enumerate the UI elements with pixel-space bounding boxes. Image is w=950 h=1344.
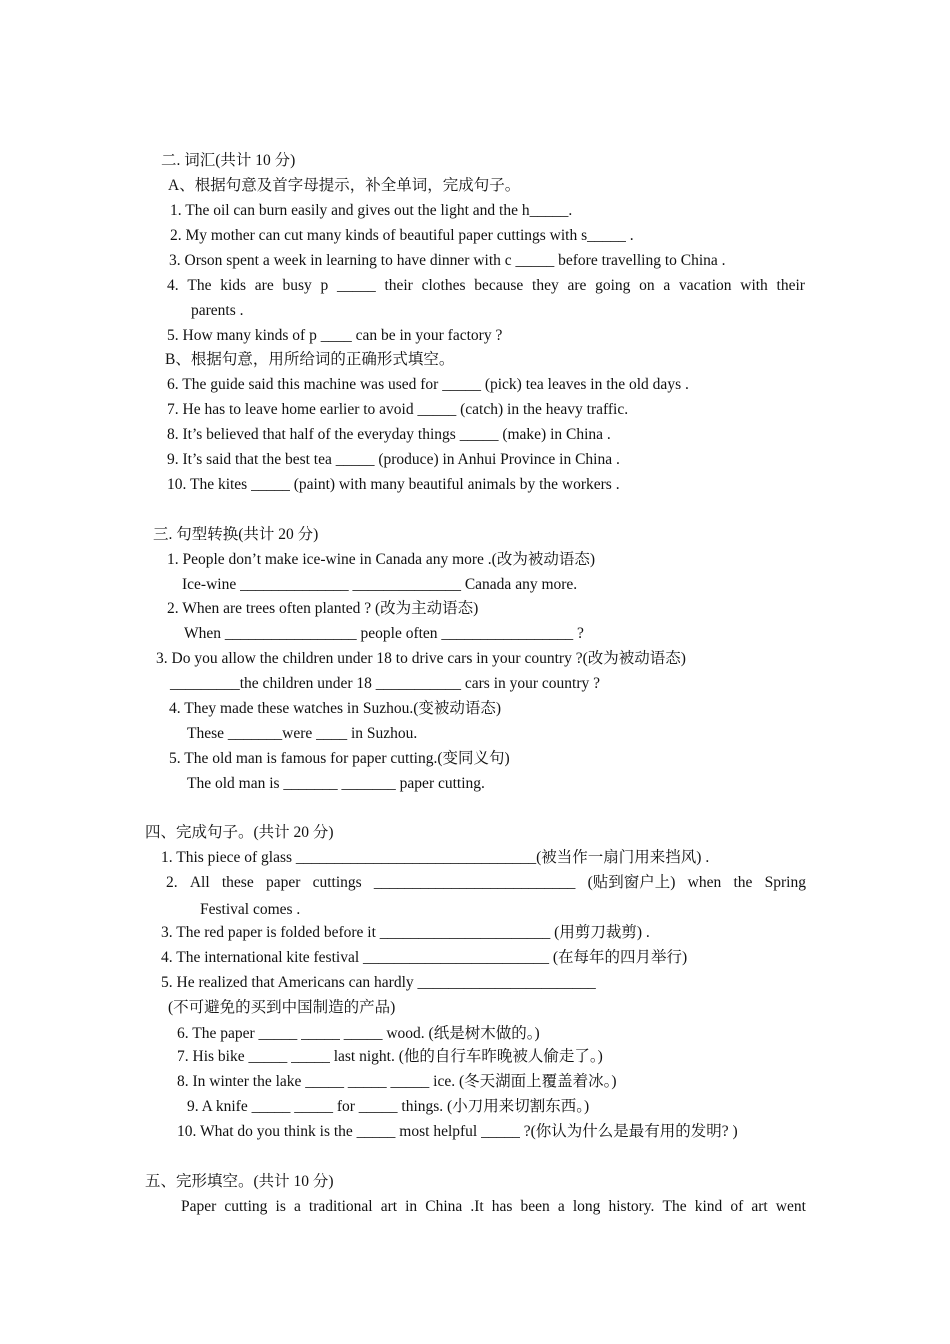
section-4-heading: 四、完成句子。(共计 20 分) xyxy=(145,824,334,841)
s4-question-2 xyxy=(166,873,806,893)
s2-q4-w5: busy xyxy=(282,277,312,294)
s4-q2-w2: All xyxy=(189,874,210,891)
s2-q4-w7: _____ xyxy=(336,277,376,294)
s3-question-5: 5. The old man is famous for paper cutting.(变同义句) xyxy=(169,750,510,767)
s4-q2-w7: (贴到窗户上) xyxy=(587,874,676,891)
s4-q2-w9: the xyxy=(733,874,753,891)
s4-question-5-note: (不可避免的买到中国制造的产品) xyxy=(168,999,396,1016)
s2-question-7: 7. He has to leave home earlier to avoid _____ (catch) in the heavy traffic. xyxy=(167,401,629,418)
s3-question-3: 3. Do you allow the children under 18 to drive cars in your country ?(改为被动语态) xyxy=(156,650,686,667)
s4-q2-w6: __________________________ xyxy=(373,874,576,891)
s4-q2-w10: Spring xyxy=(764,874,806,891)
s2-question-9: 9. It’s said that the best tea _____ (produce) in Anhui Province in China . xyxy=(167,451,620,468)
s2-q4-w11: they xyxy=(532,277,559,294)
s3-question-1: 1. People don’t make ice-wine in Canada any more .(改为被动语态) xyxy=(167,551,596,568)
s2-question-4 xyxy=(167,276,805,296)
s5-p1-w6: art xyxy=(380,1198,398,1215)
s2-question-6: 6. The guide said this machine was used for _____ (pick) tea leaves in the old days . xyxy=(167,376,689,393)
s4-question-8: 8. In winter the lake _____ _____ _____ ice. (冬天湖面上覆盖着冰。) xyxy=(177,1073,617,1090)
s5-p1-w13: long xyxy=(572,1198,601,1215)
s2-q4-w9: clothes xyxy=(421,277,466,294)
s5-p1-w19: went xyxy=(775,1198,806,1215)
s3-answer-3: _________the children under 18 ___________ cars in your country ? xyxy=(170,675,601,692)
s4-q2-w1: 2. xyxy=(166,874,178,891)
s2-question-5: 5. How many kinds of p ____ can be in your factory ? xyxy=(167,327,503,344)
s2-question-10: 10. The kites _____ (paint) with many beautiful animals by the workers . xyxy=(167,476,620,493)
s4-question-2-continued: Festival comes . xyxy=(200,901,301,918)
s5-p1-w8: China xyxy=(425,1198,463,1215)
s3-question-2: 2. When are trees often planted ? (改为主动语态) xyxy=(167,600,479,617)
section-2-heading: 二. 词汇(共计 10 分) xyxy=(161,152,296,169)
s2-q4-w18: their xyxy=(776,277,805,294)
s4-q2-w5: cuttings xyxy=(312,874,362,891)
section-5-heading: 五、完形填空。(共计 10 分) xyxy=(145,1173,334,1190)
s5-p1-w9: .It xyxy=(470,1198,484,1215)
s5-p1-w14: history. xyxy=(608,1198,655,1215)
s2-question-3: 3. Orson spent a week in learning to have dinner with c _____ before travelling to China . xyxy=(169,252,726,269)
s5-p1-w2: cutting xyxy=(224,1198,268,1215)
s4-q2-w8: when xyxy=(687,874,722,891)
s5-p1-w7: in xyxy=(405,1198,418,1215)
s2-q4-w2: The xyxy=(187,277,212,294)
s2-question-2: 2. My mother can cut many kinds of beautiful paper cuttings with s_____ . xyxy=(170,227,634,244)
s2-q4-w6: p xyxy=(320,277,329,294)
s2-question-4-continued: parents . xyxy=(191,302,244,319)
s3-answer-2: When _________________ people often _________________ ? xyxy=(184,625,584,642)
s2-q4-w12: are xyxy=(567,277,587,294)
s5-p1-w5: traditional xyxy=(308,1198,373,1215)
s4-q2-w4: paper xyxy=(265,874,301,891)
s2-q4-w13: going xyxy=(595,277,631,294)
s2-q4-w10: because xyxy=(474,277,524,294)
s4-q2-w3: these xyxy=(221,874,254,891)
s3-answer-5: The old man is _______ _______ paper cutting. xyxy=(187,775,485,792)
s5-p1-w1: Paper xyxy=(181,1198,217,1215)
s4-question-10: 10. What do you think is the _____ most helpful _____ ?(你认为什么是最有用的发明? ) xyxy=(177,1123,738,1140)
s4-question-4: 4. The international kite festival ________________________ (在每年的四月举行) xyxy=(161,949,688,966)
s2-question-1: 1. The oil can burn easily and gives out the light and the h_____. xyxy=(170,202,573,219)
s5-p1-w12: a xyxy=(557,1198,565,1215)
section-2-part-a-instruction: A、根据句意及首字母提示，补全单词，完成句子。 xyxy=(168,177,521,194)
s3-answer-4: These _______were ____ in Suzhou. xyxy=(187,725,418,742)
s4-question-9: 9. A knife _____ _____ for _____ things. (小刀用来切割东西。) xyxy=(187,1098,590,1115)
s4-question-7: 7. His bike _____ _____ last night. (他的自行车昨晚被人偷走了。) xyxy=(177,1048,603,1065)
s2-q4-w16: vacation xyxy=(679,277,732,294)
s5-p1-w10: has xyxy=(491,1198,513,1215)
s2-q4-w17: with xyxy=(740,277,768,294)
s5-p1-w18: art xyxy=(751,1198,768,1215)
s5-p1-w15: The xyxy=(662,1198,687,1215)
s5-p1-w11: been xyxy=(520,1198,550,1215)
section-2-part-b-instruction: B、根据句意，用所给词的正确形式填空。 xyxy=(165,351,455,368)
s5-p1-w16: kind xyxy=(694,1198,723,1215)
s4-question-6: 6. The paper _____ _____ _____ wood. (纸是树木做的。) xyxy=(177,1025,540,1042)
s4-question-5: 5. He realized that Americans can hardly _______________________ xyxy=(161,974,596,991)
s2-q4-w4: are xyxy=(254,277,274,294)
s2-q4-w1: 4. xyxy=(167,277,179,294)
s2-q4-w15: a xyxy=(663,277,671,294)
section-3-heading: 三. 句型转换(共计 20 分) xyxy=(153,526,319,543)
s2-question-8: 8. It’s believed that half of the everyday things _____ (make) in China . xyxy=(167,426,611,443)
s2-q4-w3: kids xyxy=(220,277,247,294)
s4-question-3: 3. The red paper is folded before it ______________________ (用剪刀裁剪) . xyxy=(161,924,650,941)
s5-p1-w4: a xyxy=(293,1198,301,1215)
s3-question-4: 4. They made these watches in Suzhou.(变被动语态) xyxy=(169,700,502,717)
s5-p1-w17: of xyxy=(730,1198,744,1215)
s5-p1-w3: is xyxy=(275,1198,286,1215)
s5-passage-line-1 xyxy=(181,1197,806,1217)
s4-question-1: 1. This piece of glass _______________________________(被当作一扇门用来挡风) . xyxy=(161,849,710,866)
s2-q4-w14: on xyxy=(639,277,655,294)
s2-q4-w8: their xyxy=(384,277,413,294)
s3-answer-1: Ice-wine ______________ ______________ Canada any more. xyxy=(182,576,578,593)
